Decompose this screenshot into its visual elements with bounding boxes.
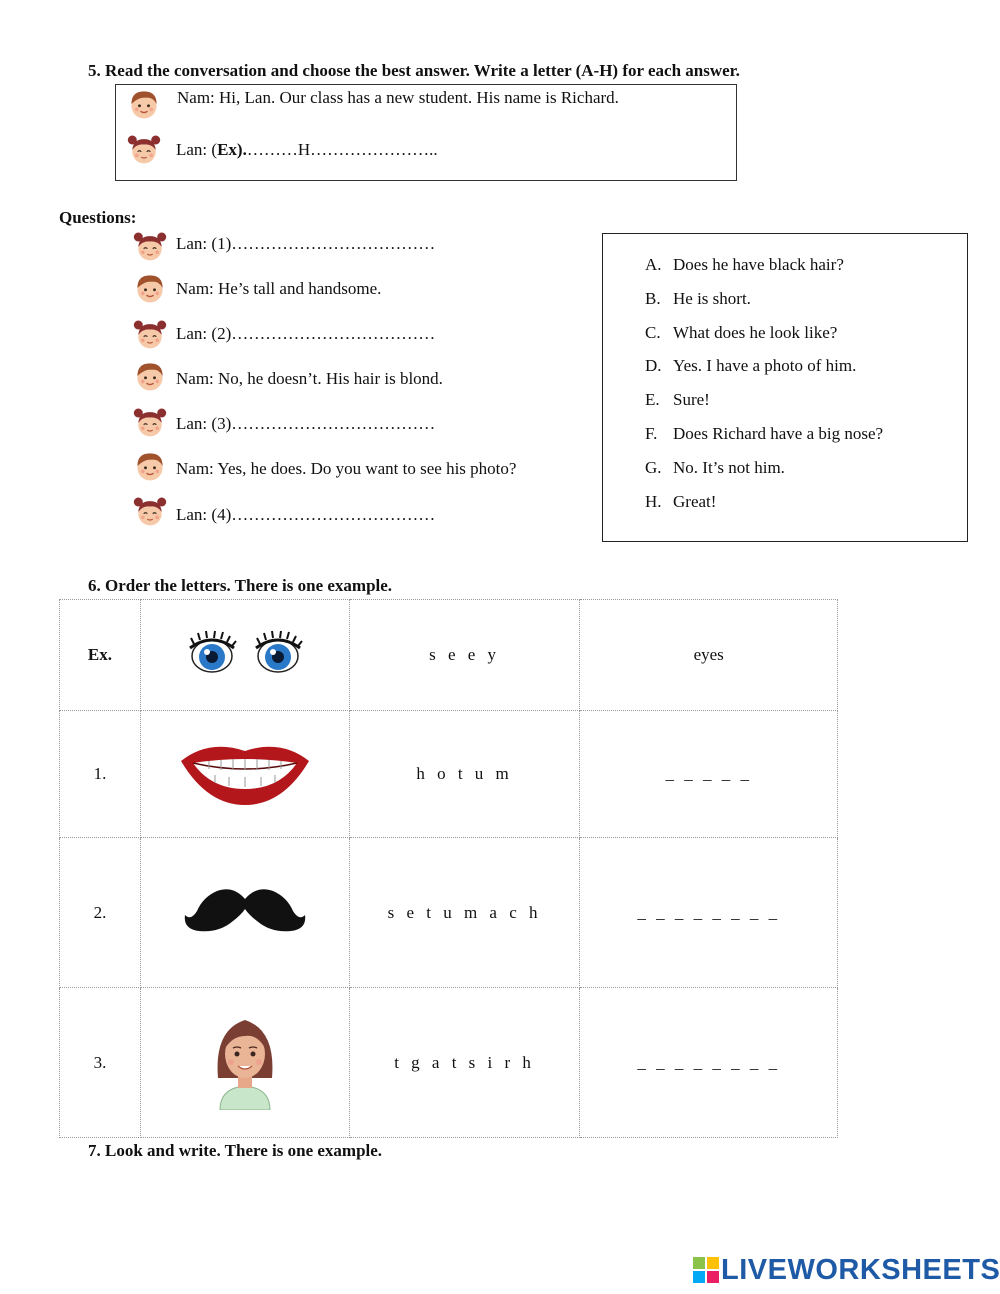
example-lan-prefix: Lan: ( [176, 140, 218, 159]
section-6-heading: 6. Order the letters. There is one example. [88, 576, 393, 595]
row-number-label: 1. [93, 764, 107, 783]
boy-face-icon [132, 358, 168, 394]
eyes-icon [180, 628, 310, 678]
option-letter: G. [645, 458, 662, 477]
section-5-heading: 5. Read the conversation and choose the best answer. Write a letter (A-H) for each answer. [88, 61, 740, 80]
option-g [645, 458, 785, 478]
liveworksheets-logo [693, 1252, 1000, 1288]
option-c [645, 323, 837, 343]
option-b [645, 289, 751, 309]
dialogue-line-nam-3: Nam: Yes, he does. Do you want to see his photo? [176, 459, 517, 478]
logo-text: LIVEWORKSHEETS [721, 1253, 1000, 1286]
girl-face-icon [132, 228, 168, 264]
option-letter: E. [645, 390, 660, 409]
dialogue-line-lan-4[interactable]: Lan: (4)……………………………… [176, 505, 436, 524]
option-text: Great! [673, 492, 717, 511]
dialogue-line-lan-1[interactable]: Lan: (1)……………………………… [176, 234, 436, 253]
option-text: Sure! [673, 390, 710, 409]
answer-blank[interactable]: _ _ _ _ _ _ _ _ [637, 902, 781, 922]
answer-cell [580, 600, 838, 711]
option-text: Yes. I have a photo of him. [673, 356, 857, 375]
dialogue-line-lan-2[interactable]: Lan: (2)……………………………… [176, 324, 436, 343]
table-row [60, 600, 838, 711]
boy-face-icon [132, 270, 168, 306]
moustache-icon [183, 885, 307, 935]
option-e [645, 390, 710, 410]
girl-face-picture [140, 988, 349, 1138]
scrambled-text: s e e y [429, 645, 501, 664]
answer-cell[interactable] [580, 838, 838, 988]
scrambled-letters [349, 988, 580, 1138]
example-lan-ex: Ex). [217, 140, 247, 159]
eyes-picture [140, 600, 349, 711]
dialogue-line-nam-2: Nam: No, he doesn’t. His hair is blond. [176, 369, 443, 388]
order-letters-table [59, 599, 838, 1138]
answer-cell[interactable] [580, 711, 838, 838]
mouth-icon [179, 737, 311, 807]
table-row [60, 838, 838, 988]
boy-face-icon [126, 86, 162, 122]
dialogue-line-lan-3[interactable]: Lan: (3)……………………………… [176, 414, 436, 433]
row-number-label: 2. [93, 902, 107, 922]
scrambled-text: t g a t s i r h [394, 1052, 535, 1072]
table-row [60, 711, 838, 838]
row-number [60, 711, 141, 838]
girl-face-icon [126, 131, 162, 167]
answer-blank[interactable]: _ _ _ _ _ [665, 764, 752, 783]
girl-face-icon [132, 493, 168, 529]
option-text: What does he look like? [673, 323, 838, 342]
example-nam-line: Nam: Hi, Lan. Our class has a new student. His name is Richard. [177, 88, 619, 107]
option-text: He is short. [673, 289, 751, 308]
logo-squares-icon [693, 1257, 719, 1283]
example-lan-line [176, 140, 438, 160]
scrambled-letters [349, 711, 580, 838]
table-row [60, 988, 838, 1138]
row-number [60, 600, 141, 711]
scrambled-letters [349, 838, 580, 988]
answer-blank[interactable]: _ _ _ _ _ _ _ _ [637, 1052, 781, 1072]
boy-face-icon [132, 448, 168, 484]
row-number-label: Ex. [87, 645, 112, 664]
option-letter: F. [645, 424, 658, 443]
answer-options-box [602, 233, 968, 542]
option-letter: D. [645, 356, 662, 375]
girl-face-icon [132, 404, 168, 440]
example-answer: eyes [693, 645, 724, 664]
example-lan-answer: ………H………………….. [246, 140, 438, 159]
mouth-picture [140, 711, 349, 838]
scrambled-text: s e t u m a c h [387, 902, 542, 922]
option-text: Does he have black hair? [673, 255, 844, 274]
option-letter: C. [645, 323, 661, 342]
option-h [645, 492, 716, 512]
girl-face-icon [132, 316, 168, 352]
row-number [60, 838, 141, 988]
option-text: Does Richard have a big nose? [673, 424, 884, 443]
option-d [645, 356, 856, 376]
girl-portrait-icon [210, 1010, 280, 1110]
option-text: No. It’s not him. [673, 458, 785, 477]
dialogue-line-nam-1: Nam: He’s tall and handsome. [176, 279, 382, 298]
answer-cell[interactable] [580, 988, 838, 1138]
option-a [645, 255, 844, 275]
option-letter: A. [645, 255, 662, 274]
option-letter: H. [645, 492, 662, 511]
row-number-label: 3. [93, 1052, 107, 1072]
scrambled-letters [349, 600, 580, 711]
scrambled-text: h o t u m [416, 764, 513, 783]
section-7-heading: 7. Look and write. There is one example. [88, 1141, 383, 1160]
row-number [60, 988, 141, 1138]
option-f [645, 424, 883, 444]
moustache-picture [140, 838, 349, 988]
option-letter: B. [645, 289, 661, 308]
questions-label: Questions: [59, 208, 137, 227]
